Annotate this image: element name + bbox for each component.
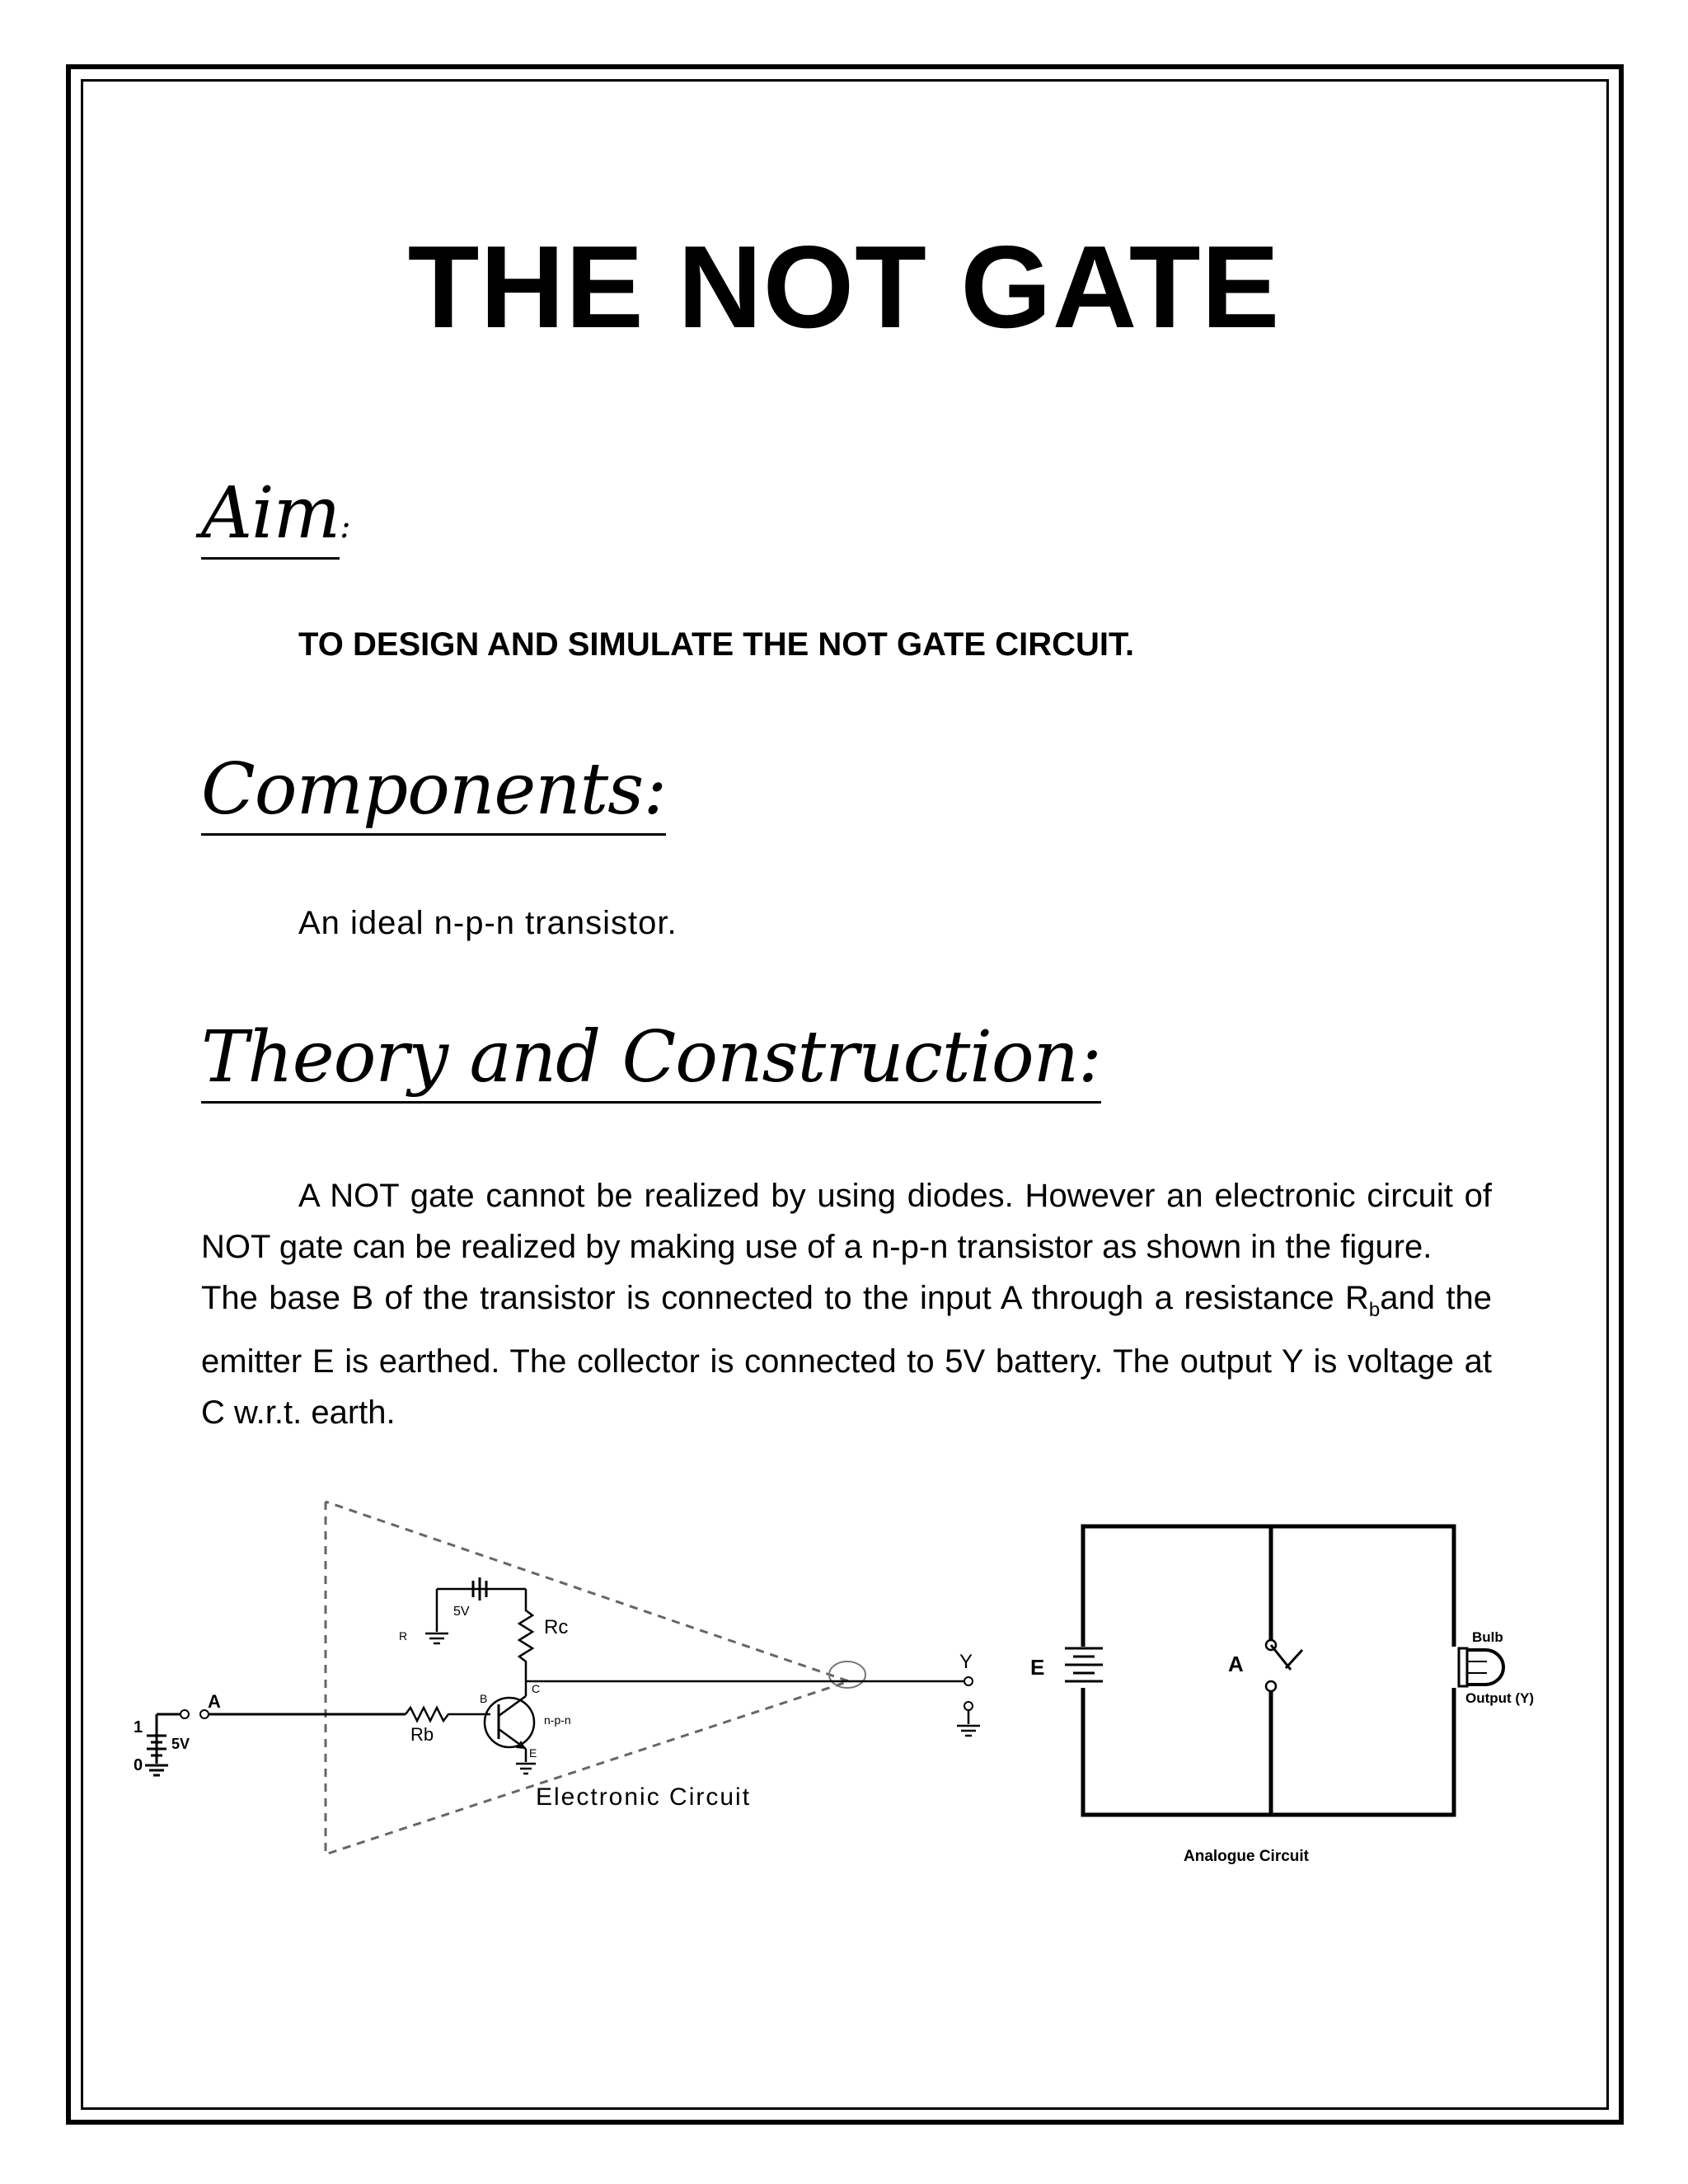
output-label: Y	[959, 1651, 973, 1673]
aim-heading	[201, 472, 350, 560]
output-ground-icon	[957, 1726, 980, 1736]
switch-contact-icon	[1266, 1681, 1276, 1691]
emitter-ground-icon	[516, 1764, 536, 1774]
collector-label: C	[532, 1682, 541, 1695]
electronic-circuit-caption: Electronic Circuit	[536, 1783, 752, 1811]
components-text: An ideal n-p-n transistor.	[298, 905, 678, 941]
electronic-circuit-figure	[115, 1492, 989, 1879]
theory-heading-text: Theory and Construction:	[201, 1022, 1101, 1104]
collector-resistor-icon	[519, 1589, 532, 1681]
switch-label: A	[1228, 1652, 1244, 1676]
theory-paragraph-1: A NOT gate cannot be realized by using diodes. However an electronic circuit of NOT gate can be realized by making use of a n-p-n transistor as shown in the figure.	[201, 1178, 1492, 1265]
theory-para2-start: The base B of the transistor is connected to the input A through a resistance R	[201, 1280, 1369, 1316]
base-label: B	[480, 1692, 488, 1705]
bulb-icon	[1459, 1648, 1503, 1686]
not-bubble	[829, 1661, 865, 1688]
base-resistor-icon	[406, 1708, 490, 1721]
source-voltage-label: 5V	[171, 1736, 190, 1752]
circuit-loop	[1083, 1526, 1454, 1815]
battery-voltage-label: 5V	[453, 1605, 470, 1619]
collector-resistor-label: Rc	[544, 1616, 569, 1638]
theory-heading	[201, 1016, 1102, 1104]
ground-label: R	[399, 1629, 408, 1643]
theory-para2-subscript: b	[1368, 1299, 1381, 1321]
level-low-label: 0	[134, 1756, 143, 1774]
aim-heading-colon: :	[340, 508, 350, 546]
battery-label: E	[1030, 1655, 1045, 1680]
theory-paragraph-2	[201, 1272, 1492, 1438]
source-ground-icon	[145, 1765, 168, 1775]
page-title: THE NOT GATE	[407, 222, 1281, 353]
base-resistor-label: Rb	[410, 1724, 434, 1745]
aim-text: TO DESIGN AND SIMULATE THE NOT GATE CIRCUIT.	[298, 626, 1135, 663]
input-label: A	[208, 1691, 221, 1712]
components-heading	[201, 748, 667, 836]
supply-ground-icon	[425, 1633, 448, 1643]
analogue-output-label: Output (Y)	[1465, 1690, 1535, 1706]
components-heading-text: Components:	[201, 754, 666, 836]
bulb-label: Bulb	[1472, 1629, 1503, 1645]
analogue-circuit-figure	[1014, 1508, 1574, 1879]
aim-heading-text: Aim	[201, 478, 340, 560]
transistor-icon	[485, 1698, 534, 1747]
switch-contact-icon	[181, 1710, 189, 1718]
output-terminal-icon	[964, 1702, 973, 1710]
theory-para2-end: and the emitter E is earthed. The collector is connected to 5V battery. The output Y is voltage at C w.r.t. earth.	[201, 1280, 1492, 1431]
analogue-circuit-caption: Analogue Circuit	[1184, 1848, 1310, 1865]
output-terminal-icon	[964, 1677, 973, 1685]
level-high-label: 1	[134, 1718, 143, 1736]
theory-body	[201, 1170, 1492, 1438]
transistor-type-label: n-p-n	[544, 1713, 571, 1727]
emitter-label: E	[529, 1746, 537, 1760]
